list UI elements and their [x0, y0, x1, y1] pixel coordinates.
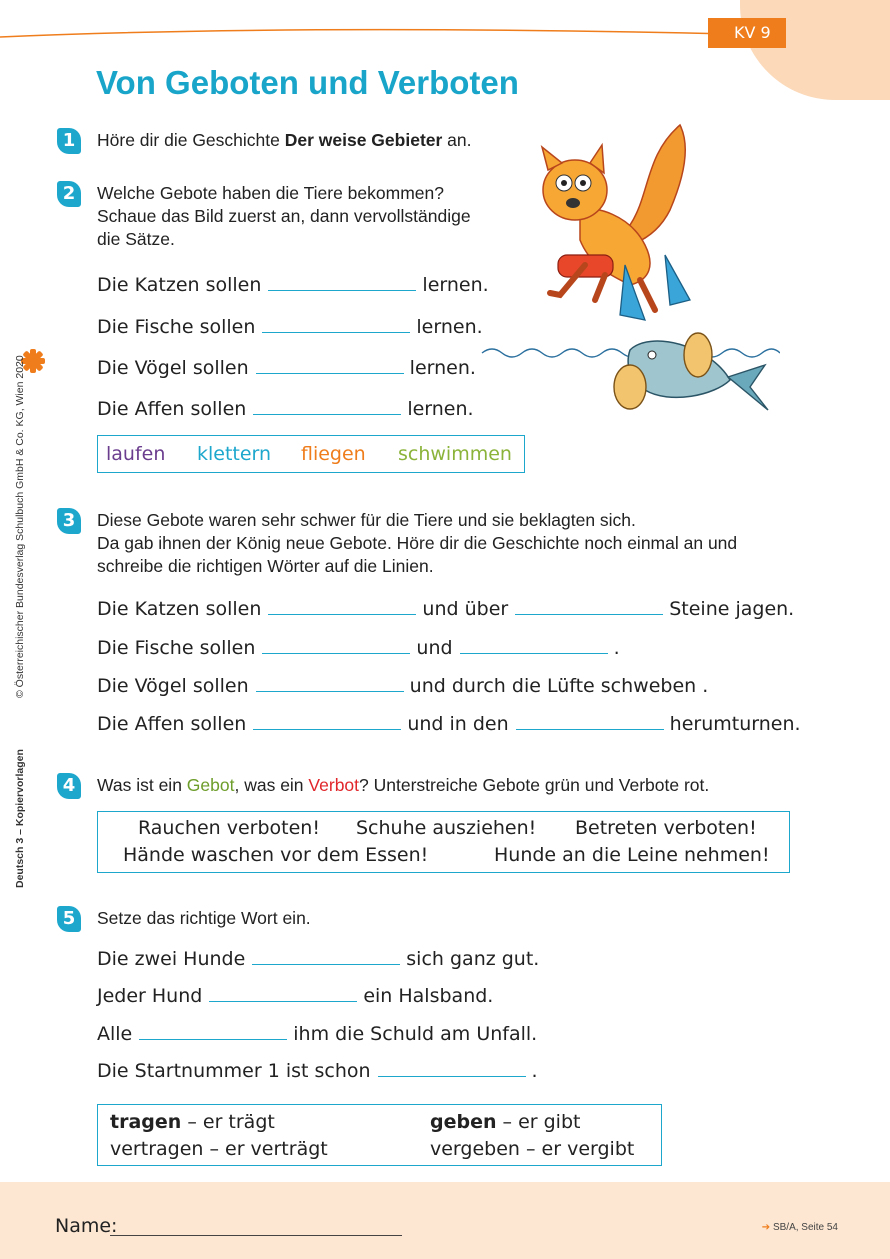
word-fliegen: fliegen: [301, 443, 366, 465]
task-number-3: 3: [57, 508, 81, 534]
answer-blank[interactable]: [460, 636, 608, 654]
task-1-instruction: Höre dir die Geschichte Der weise Gebieter an.: [97, 130, 472, 150]
sign-phrase[interactable]: Hände waschen vor dem Essen!: [123, 844, 429, 866]
task-5-sentence: Die Startnummer 1 ist schon .: [97, 1060, 538, 1082]
answer-blank[interactable]: [256, 674, 404, 692]
task-5-instruction: Setze das richtige Wort ein.: [97, 908, 311, 928]
word-laufen: laufen: [106, 443, 166, 465]
name-label: Name:: [55, 1215, 118, 1237]
verb-forms-box: [97, 1104, 662, 1166]
story-title: Der weise Gebieter: [284, 130, 443, 150]
task-3-sentence: Die Fische sollen und .: [97, 637, 620, 659]
verb-vergeben: vergeben – er vergibt: [430, 1138, 635, 1160]
sign-phrase[interactable]: Hunde an die Leine nehmen!: [494, 844, 770, 866]
task-4-instruction: Was ist ein Gebot, was ein Verbot? Unterstreiche Gebote grün und Verbote rot.: [97, 775, 710, 795]
task-number-1: 1: [57, 128, 81, 154]
sign-phrase[interactable]: Schuhe ausziehen!: [356, 817, 537, 839]
answer-blank[interactable]: [268, 273, 416, 291]
answer-blank[interactable]: [515, 597, 663, 615]
word-schwimmen: schwimmen: [398, 443, 512, 465]
sign-phrase[interactable]: Betreten verboten!: [575, 817, 757, 839]
answer-blank[interactable]: [516, 712, 664, 730]
page-reference: ➔ SB/A, Seite 54: [761, 1222, 838, 1233]
book-title: Deutsch 3 – Kopiervorlagen: [14, 749, 26, 888]
task-number-2: 2: [57, 181, 81, 207]
word-verbot: Verbot: [308, 775, 360, 795]
task-3-sentence: Die Affen sollen und in den herumturnen.: [97, 713, 801, 735]
verb-vertragen: vertragen – er verträgt: [110, 1138, 328, 1160]
sign-phrase[interactable]: Rauchen verboten!: [138, 817, 320, 839]
verb-geben: geben – er gibt: [430, 1111, 581, 1133]
word-klettern: klettern: [197, 443, 272, 465]
name-input-line[interactable]: [110, 1235, 402, 1236]
task-5-sentence: Jeder Hund ein Halsband.: [97, 985, 494, 1007]
answer-blank[interactable]: [378, 1059, 526, 1077]
word-gebot: Gebot: [186, 775, 235, 795]
kv-badge: KV 9: [708, 18, 786, 48]
task-number-5: 5: [57, 906, 81, 932]
signs-box: [97, 811, 790, 873]
task-2-sentence: Die Fische sollen lernen.: [97, 316, 483, 338]
answer-blank[interactable]: [262, 636, 410, 654]
corner-decoration: [740, 0, 890, 100]
task-2-sentence: Die Vögel sollen lernen.: [97, 357, 476, 379]
task-3-sentence: Die Vögel sollen und durch die Lüfte schweben .: [97, 675, 709, 697]
page-title: Von Geboten und Verboten: [96, 64, 519, 101]
task-5-sentence: Alle ihm die Schuld am Unfall.: [97, 1023, 538, 1045]
task-2-sentence: Die Katzen sollen lernen.: [97, 274, 489, 296]
answer-blank[interactable]: [268, 597, 416, 615]
task-2-instruction: Welche Gebote haben die Tiere bekommen? Schaue das Bild zuerst an, dann vervollständige die Sätze.: [97, 183, 471, 249]
task-5-sentence: Die zwei Hunde sich ganz gut.: [97, 948, 540, 970]
header-line: [0, 28, 730, 40]
verb-tragen: tragen – er trägt: [110, 1111, 275, 1133]
answer-blank[interactable]: [209, 984, 357, 1002]
publisher-note: © Österreichischer Bundesverlag Schulbuch GmbH & Co. KG, Wien 2020: [14, 355, 26, 698]
answer-blank[interactable]: [253, 397, 401, 415]
answer-blank[interactable]: [253, 712, 401, 730]
arrow-right-icon: ➔: [761, 1222, 771, 1233]
task-number-4: 4: [57, 773, 81, 799]
answer-blank[interactable]: [252, 947, 400, 965]
task-2-sentence: Die Affen sollen lernen.: [97, 398, 474, 420]
answer-blank[interactable]: [139, 1022, 287, 1040]
task-3-sentence: Die Katzen sollen und über Steine jagen.: [97, 598, 795, 620]
footer: [0, 1182, 890, 1259]
cat-fish-illustration: [480, 115, 780, 425]
answer-blank[interactable]: [262, 315, 410, 333]
word-bank-1: [97, 435, 525, 473]
answer-blank[interactable]: [256, 356, 404, 374]
task-3-instruction: Diese Gebote waren sehr schwer für die Tiere und sie beklagten sich. Da gab ihnen der König neue Gebote. Höre dir die Geschichte noch einmal an und schreibe die richtigen Wörter auf die Linien.: [97, 510, 738, 576]
